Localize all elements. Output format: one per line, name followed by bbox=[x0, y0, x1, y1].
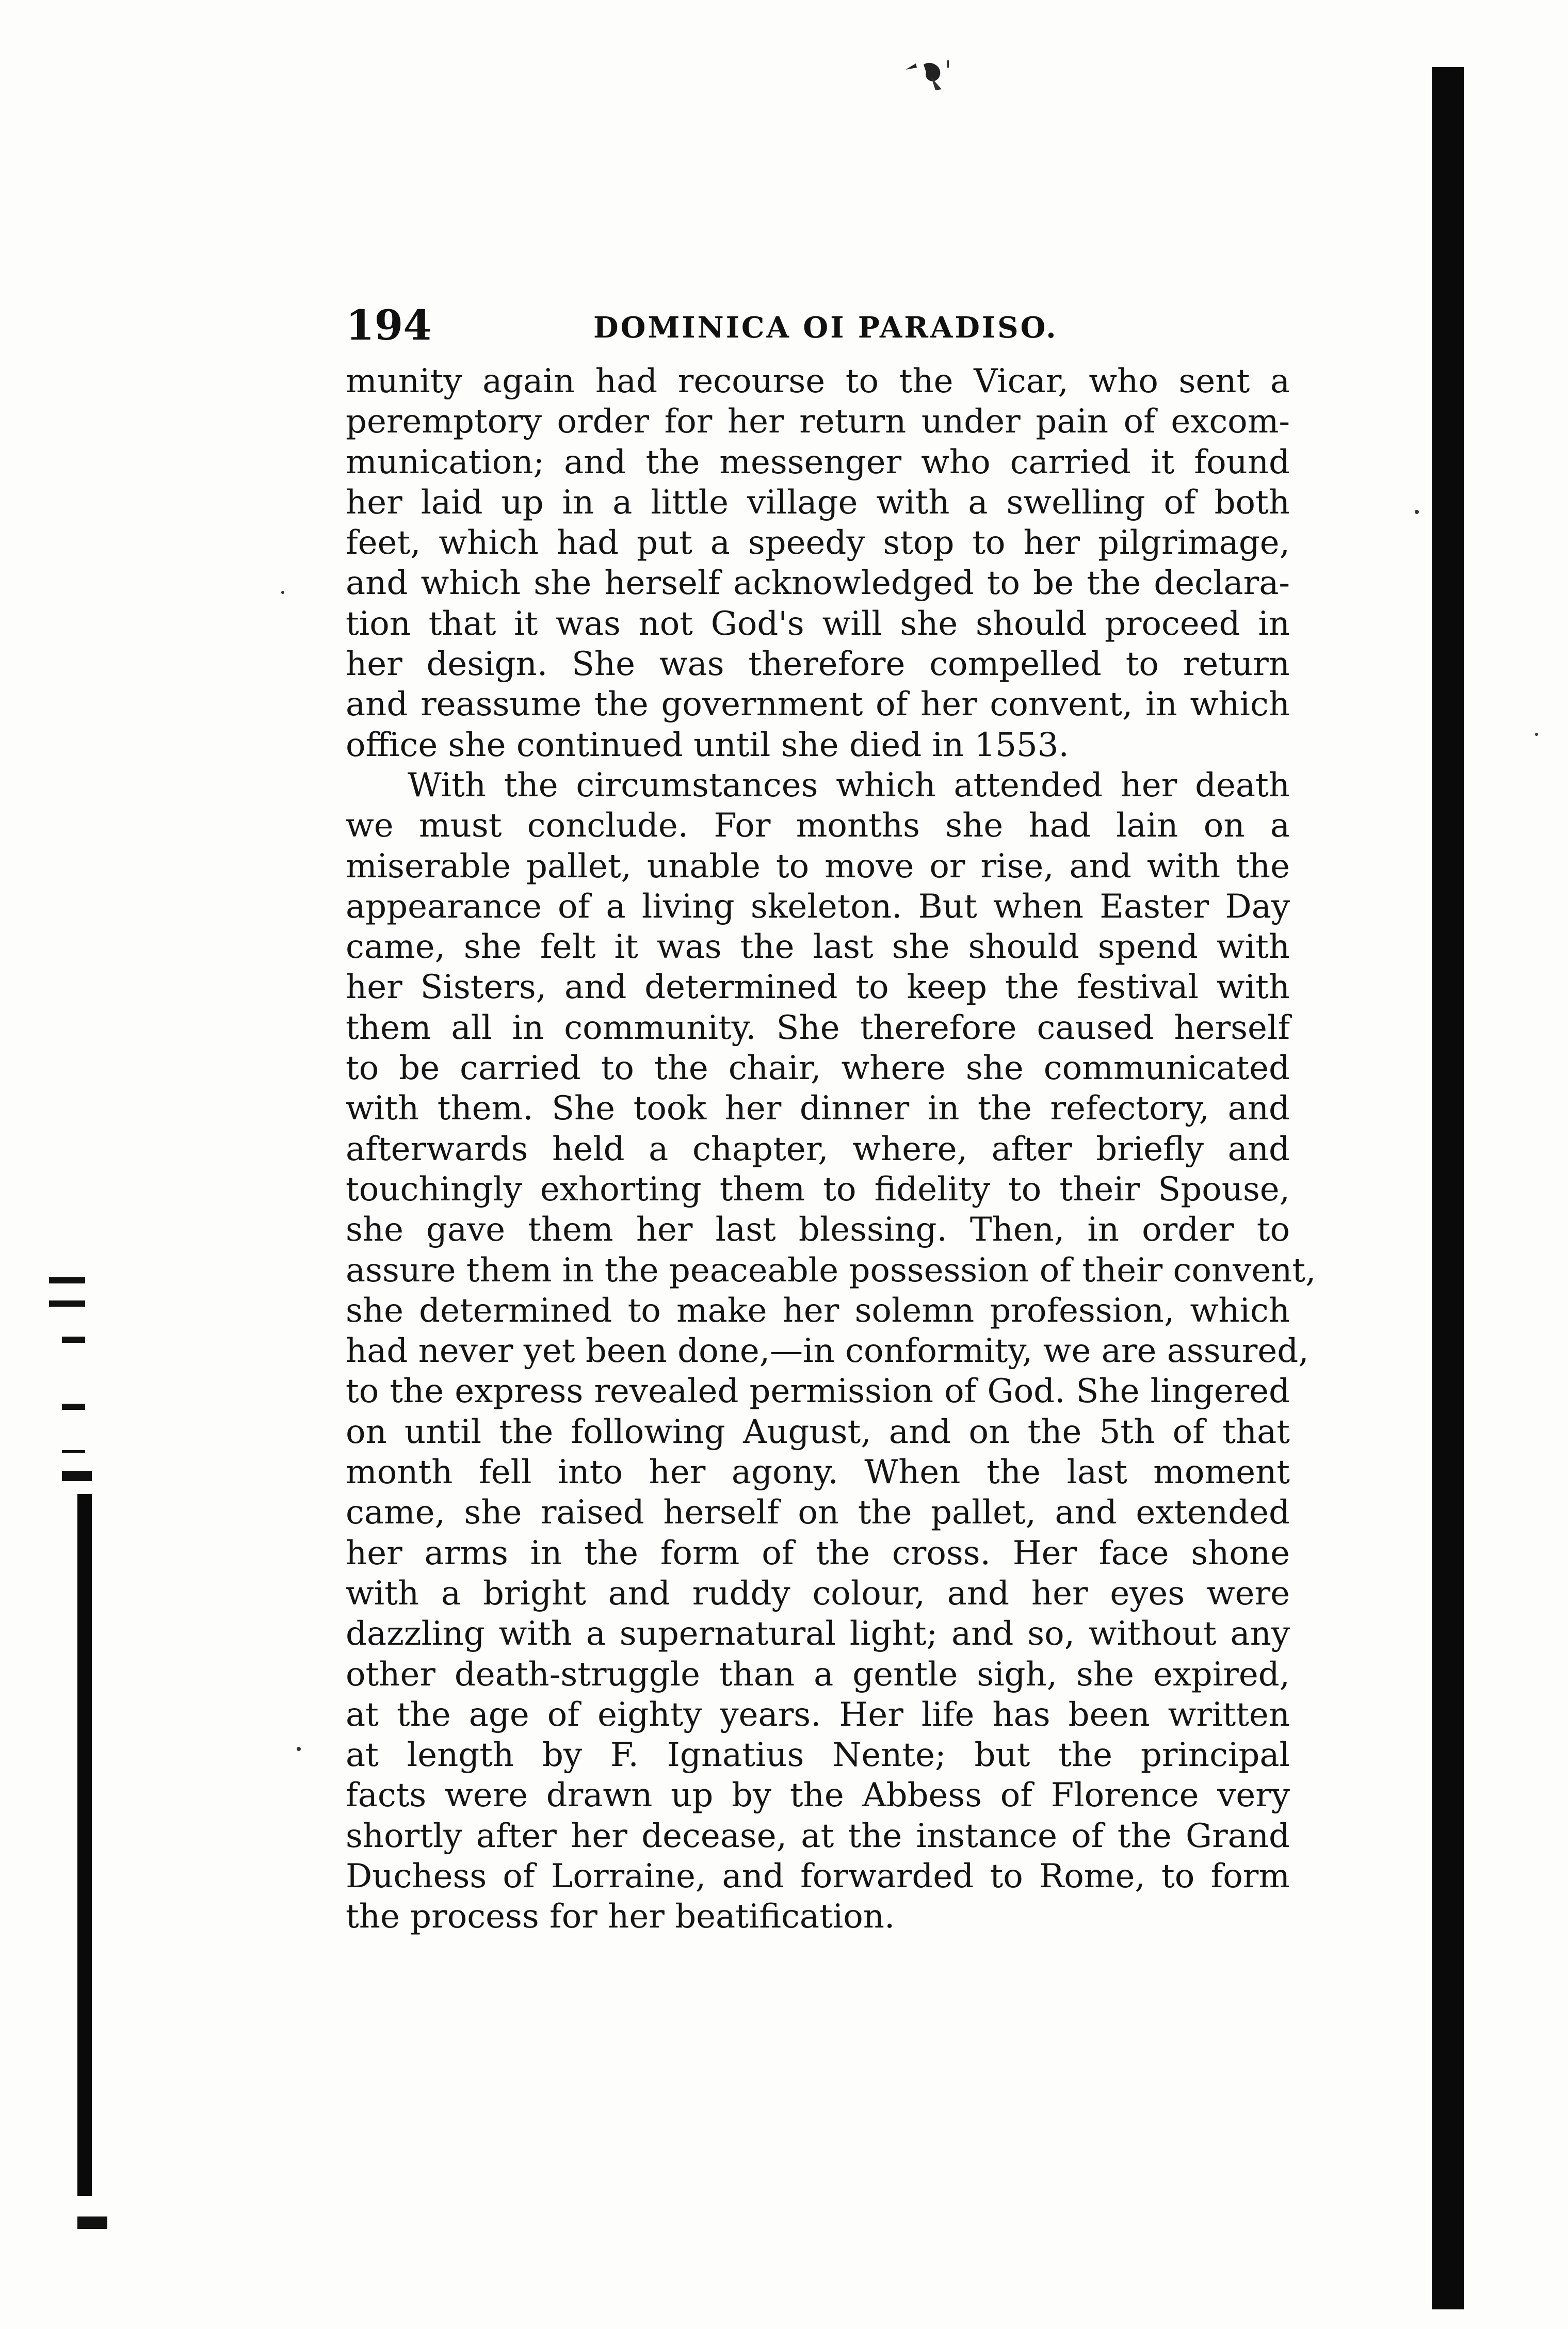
running-head: DOMINICA OI PARADISO. bbox=[593, 311, 1058, 345]
text-line: With the circumstances which attended her death bbox=[408, 766, 1290, 805]
page-number: 194 bbox=[346, 301, 432, 349]
scan-speck bbox=[1535, 733, 1538, 736]
text-line: and reassume the government of her convent, in which bbox=[346, 685, 1290, 724]
text-line: office she continued until she died in 1553. bbox=[346, 726, 1069, 764]
text-line: had never yet been done,—in conformity, we are assured, bbox=[346, 1332, 1309, 1371]
scan-speck bbox=[1415, 510, 1419, 514]
scan-margin-mark bbox=[62, 1404, 85, 1410]
scan-margin-bar bbox=[77, 1494, 92, 2196]
scan-speck bbox=[281, 591, 284, 594]
text-line: dazzling with a supernatural light; and so, without any bbox=[346, 1615, 1290, 1653]
scan-margin-mark bbox=[62, 1450, 85, 1453]
text-line: shortly after her decease, at the instance of the Grand bbox=[346, 1817, 1290, 1855]
text-line: at length by F. Ignatius Nente; but the principal bbox=[346, 1736, 1290, 1775]
scan-binding-edge bbox=[1432, 67, 1464, 2309]
text-line: she gave them her last blessing. Then, in order to bbox=[346, 1211, 1290, 1249]
text-line: to the express revealed permission of God. She lingered bbox=[346, 1372, 1290, 1411]
text-line: Duchess of Lorraine, and forwarded to Rome, to form bbox=[346, 1857, 1290, 1896]
text-line: at the age of eighty years. Her life has been written bbox=[346, 1695, 1290, 1734]
scan-margin-mark bbox=[62, 1471, 92, 1481]
text-line: touchingly exhorting them to fidelity to their Spouse, bbox=[346, 1170, 1290, 1209]
text-line: miserable pallet, unable to move or rise, and with the bbox=[346, 847, 1290, 886]
text-line: munication; and the messenger who carried it found bbox=[346, 443, 1290, 481]
text-line: tion that it was not God's will she should proceed in bbox=[346, 604, 1290, 643]
scan-margin-mark bbox=[62, 1337, 85, 1343]
text-line: her arms in the form of the cross. Her face shone bbox=[346, 1534, 1290, 1572]
body-text bbox=[346, 361, 1316, 1987]
text-line: with a bright and ruddy colour, and her eyes were bbox=[346, 1574, 1290, 1613]
text-line: other death-struggle than a gentle sigh, she expired, bbox=[346, 1655, 1290, 1694]
text-line: came, she raised herself on the pallet, and extended bbox=[346, 1493, 1290, 1532]
text-line: her laid up in a little village with a swelling of both bbox=[346, 483, 1290, 522]
text-line: munity again had recourse to the Vicar, who sent a bbox=[346, 362, 1290, 400]
scan-margin-mark bbox=[49, 1300, 85, 1307]
text-line: she determined to make her solemn profession, which bbox=[346, 1291, 1290, 1330]
text-line: we must conclude. For months she had lain on a bbox=[346, 807, 1290, 845]
text-line: the process for her beatification. bbox=[346, 1898, 895, 1936]
text-line: peremptory order for her return under pain of excom- bbox=[346, 403, 1290, 441]
text-line: facts were drawn up by the Abbess of Florence very bbox=[346, 1776, 1290, 1815]
text-line: and which she herself acknowledged to be the declara- bbox=[346, 564, 1290, 603]
text-line: afterwards held a chapter, where, after briefly and bbox=[346, 1130, 1290, 1168]
printer-ornament-icon bbox=[895, 49, 957, 95]
text-line: appearance of a living skeleton. But when Easter Day bbox=[346, 887, 1290, 926]
page-header bbox=[346, 302, 1290, 348]
text-line: to be carried to the chair, where she communicated bbox=[346, 1049, 1290, 1088]
scan-margin-mark bbox=[49, 1277, 85, 1283]
scan-speck bbox=[297, 1747, 301, 1751]
text-line: month fell into her agony. When the last moment bbox=[346, 1453, 1290, 1492]
text-line: on until the following August, and on the 5th of that bbox=[346, 1412, 1290, 1451]
text-line: them all in community. She therefore caused herself bbox=[346, 1008, 1290, 1047]
text-line: assure them in the peaceable possession of their convent, bbox=[346, 1251, 1316, 1290]
text-line: came, she felt it was the last she should spend with bbox=[346, 928, 1290, 967]
text-line: her design. She was therefore compelled to return bbox=[346, 645, 1290, 684]
text-line: feet, which had put a speedy stop to her pilgrimage, bbox=[346, 524, 1290, 563]
text-line: her Sisters, and determined to keep the festival with bbox=[346, 968, 1290, 1007]
scan-margin-mark bbox=[77, 2216, 107, 2229]
text-line: with them. She took her dinner in the refectory, and bbox=[346, 1089, 1290, 1128]
